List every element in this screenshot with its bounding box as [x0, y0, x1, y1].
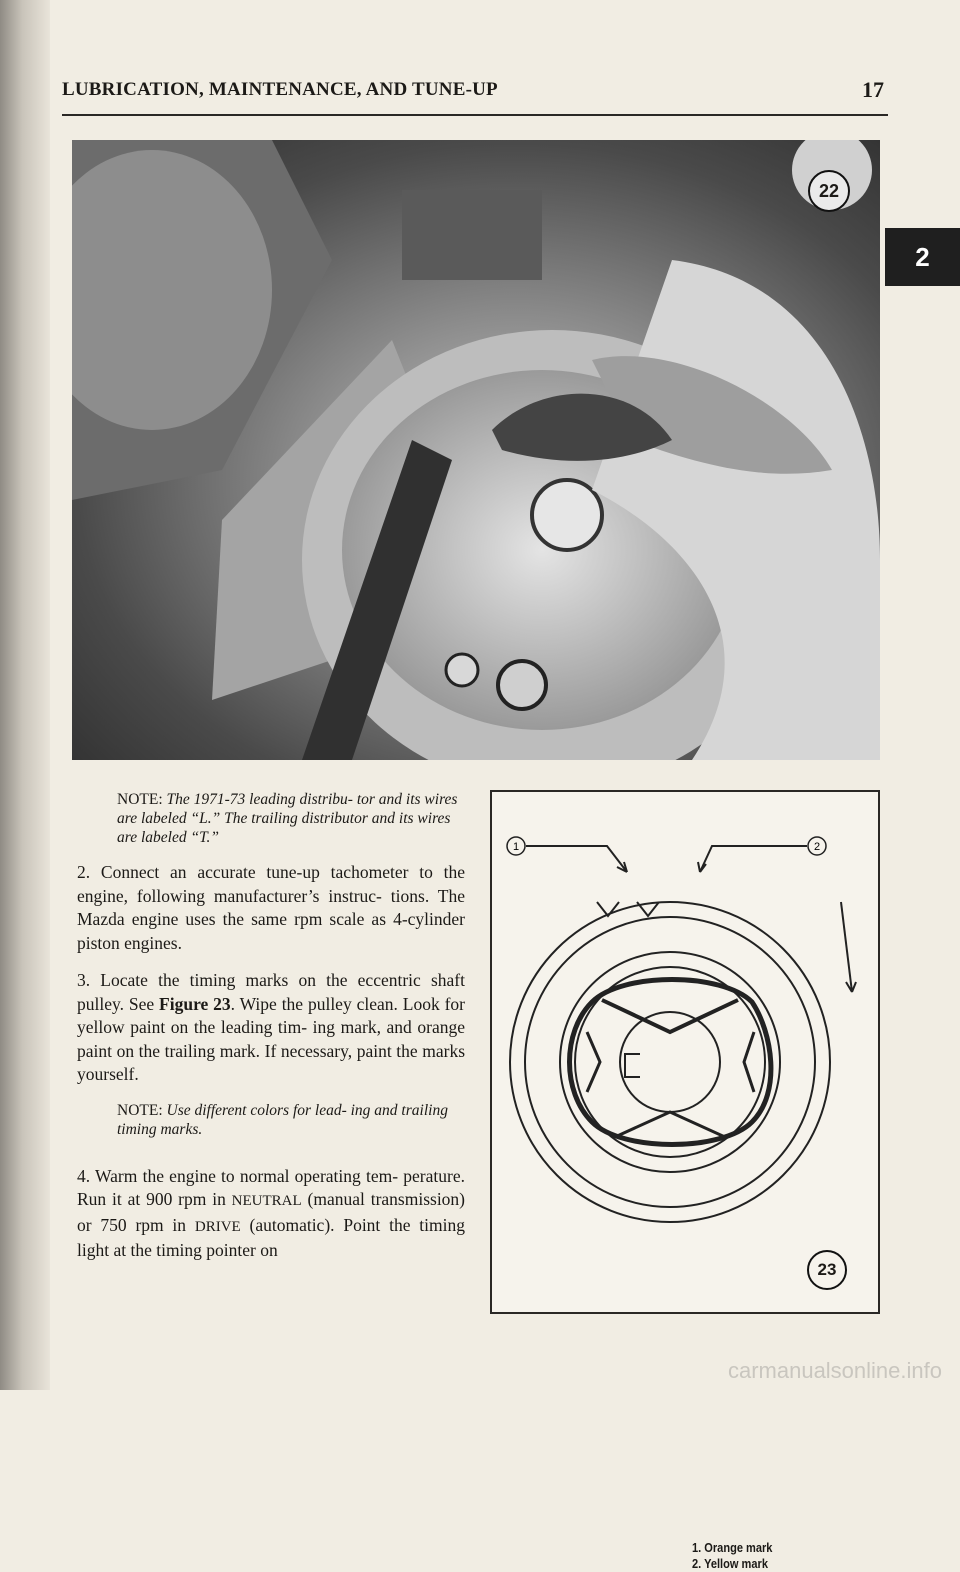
note-label: NOTE: — [117, 1101, 163, 1119]
note-different-colors — [117, 1101, 465, 1139]
step-4-text: 4. Warm the engine to normal operating tem- perature. Run it at 900 rpm in — [77, 1165, 465, 1209]
step-4-text: (manual transmission) or 750 rpm in — [77, 1189, 466, 1235]
page-number: 17 — [862, 77, 884, 102]
book-gutter-shadow — [0, 0, 50, 1390]
callout-2-text: 2 — [813, 841, 821, 853]
step-4-text: (automatic). Point the timing light at the timing pointer on — [77, 1214, 465, 1260]
section-tab: 2 — [885, 228, 960, 286]
legend-item-orange: 1. Orange mark — [692, 1540, 773, 1555]
body-text-column — [77, 790, 465, 1263]
drive-term: DRIVE — [194, 1218, 241, 1235]
note-distributor-labels — [117, 790, 465, 847]
step-4-paragraph — [77, 1165, 465, 1263]
figure-22-number: 22 — [808, 170, 850, 212]
callout-1-text: 1 — [512, 841, 520, 853]
neutral-term: NEUTRAL — [231, 1193, 302, 1209]
distributor-photo — [72, 140, 880, 760]
distributor-photo-illustration — [72, 140, 880, 760]
legend-item-yellow: 2. Yellow mark — [692, 1556, 768, 1571]
step-3-paragraph — [77, 969, 465, 1087]
figure-legend — [692, 1540, 772, 1572]
timing-mark-diagram — [492, 792, 878, 1312]
note-text: Use different colors for lead- ing and trailing timing marks. — [117, 1101, 448, 1138]
note-label: NOTE: — [117, 791, 163, 808]
note-text: The 1971-73 leading distribu- tor and its wires are labeled “L.” The trailing distributor and its wires are labeled “T.” — [117, 791, 458, 846]
figure-23-number: 23 — [807, 1250, 847, 1290]
running-head-title: LUBRICATION, MAINTENANCE, AND TUNE-UP — [62, 79, 498, 100]
header-rule — [62, 114, 888, 116]
watermark: carmanualsonline.info — [727, 1358, 942, 1383]
step-3-text-cont: . Wipe the pulley clean. Look for yellow paint on the leading tim- ing mark, and orange paint on the trailing mark. If necessary, paint the marks yourself. — [77, 993, 465, 1084]
figure-reference: Figure 23 — [159, 993, 231, 1014]
step-3-text: 3. Locate the timing marks on the eccentric shaft pulley. See — [77, 970, 465, 1014]
step-2-paragraph: 2. Connect an accurate tune-up tachometer to the engine, following manufacturer’s instruc- tions. The Mazda engine uses the same rpm scale as 4-cylinder piston engines. — [77, 862, 465, 953]
page-header — [62, 75, 888, 115]
